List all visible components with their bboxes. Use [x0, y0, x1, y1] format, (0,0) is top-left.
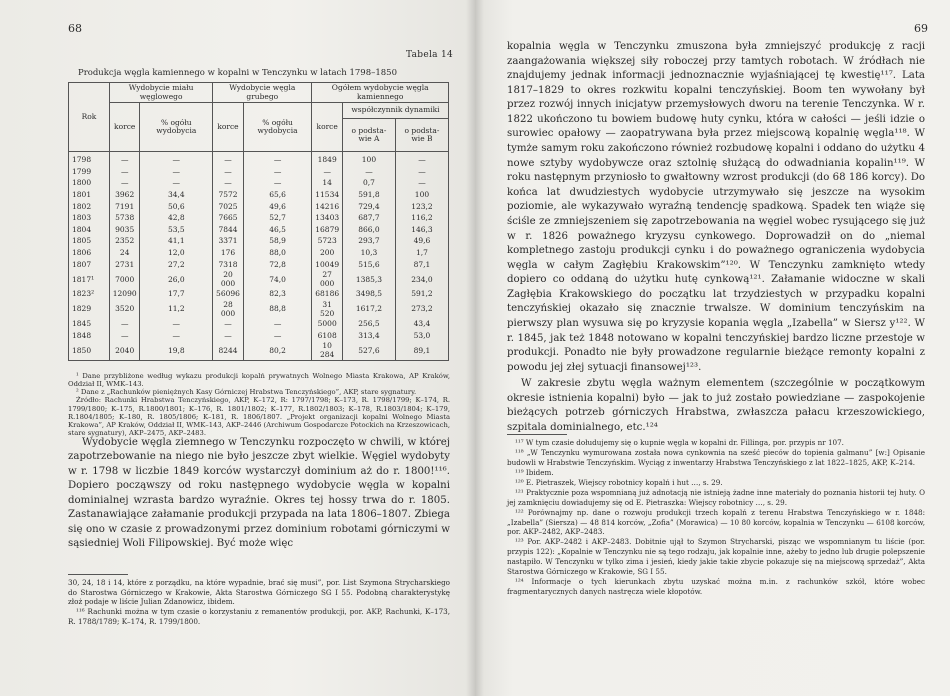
table-row [69, 301, 449, 319]
table-cell: — [243, 319, 312, 331]
table-cell: 82,3 [243, 289, 312, 301]
table-cell: 3962 [110, 190, 140, 202]
table-cell: 7844 [213, 224, 244, 236]
table-row [69, 236, 449, 248]
table-cell: — [342, 166, 395, 178]
table-cell: 7191 [110, 201, 140, 213]
table-source: Źródło: Rachunki Hrabstwa Tenczyńskiego, AKP, K–172, R: 1797/1798; K–173, R. 1798/1799; K–174, R. 1799/1800; K–175, R.1800/1801; K–176, R. 1801/1802; K–177, R.1802/1803; K–178, R.1803/1804; K–179, R.1804/1805; K–180, R. 1805/1806; K–181, R. 1806/1807. „Projekt organizacji kopalni Wolnego Miasta Krakowa”, AP Kraków, Oddział II, WMK–143, AKP–2446 (Archiwum Gospodarcze Potockich na Krzeszowicach, stare sygnatury), AKP–2475, AKP–2483. [68, 396, 450, 438]
footnote: ¹²⁴ Informacje o tych kierunkach zbytu uzyskać można m.in. z rachunków szkół, które wobec fragmentarycznych danych nastręcza wiele kłopotów. [507, 577, 925, 597]
table-row [69, 224, 449, 236]
table-cell: 42,8 [140, 213, 213, 225]
year-cell: 1817¹ [69, 271, 110, 289]
year-cell: 1848 [69, 330, 110, 342]
table-row [69, 166, 449, 178]
table-cell: — [243, 166, 312, 178]
table-cell: 234,0 [395, 271, 448, 289]
table-row [69, 178, 449, 190]
table-cell: 591,8 [342, 190, 395, 202]
table-cell: 1385,3 [342, 271, 395, 289]
table-row [69, 330, 449, 342]
table-cell: 28 000 [213, 301, 244, 319]
paragraph: Wydobycie węgla ziemnego w Tenczynku rozpoczęto w chwili, w której zapotrzebowanie na niego nie było jeszcze zbyt wielkie. Węgiel wydobyty w r. 1798 w liczbie 1849 korców wystarczył dominium aż do r. 1800!¹¹⁶. Dopiero począwszy od roku następnego wydobycie węgla w kopalni dominialnej wzrasta bardzo wyraźnie. Okres tej hossy trwa do r. 1805. Zastanawiające załamanie produkcji przypada na lata 1806–1807. Zbiega się ono w czasie z prowadzonymi przez dominium robotami górniczymi w sąsiedniej Woli Filipowskiej. Być może więc [68, 437, 450, 550]
table-cell: 7318 [213, 259, 244, 271]
table-cell: 50,6 [140, 201, 213, 213]
table-cell: 7665 [213, 213, 244, 225]
table-cell: 49,6 [395, 236, 448, 248]
table-cell: 52,7 [243, 213, 312, 225]
footnote: ¹¹⁷ W tym czasie dołudujemy się o kupnie węgla w kopalni dr. Fillinga, por. przypis nr 107. [515, 438, 844, 447]
table-cell: 313,4 [342, 330, 395, 342]
header-podstawa-b: o podsta-wie B [395, 119, 448, 152]
table-cell: 80,2 [243, 342, 312, 361]
table-row [69, 271, 449, 289]
year-cell: 1803 [69, 213, 110, 225]
table-cell: — [213, 330, 244, 342]
table-cell: — [110, 166, 140, 178]
header-rok: Rok [69, 83, 110, 152]
table-cell: — [243, 330, 312, 342]
body-text [507, 40, 925, 436]
table-title: Produkcja węgla kamiennego w kopalni w Tenczynku w latach 1798–1850 [77, 68, 398, 78]
table-cell: 1849 [312, 152, 343, 167]
year-cell: 1823² [69, 289, 110, 301]
table-cell: 527,6 [342, 342, 395, 361]
table-cell: 19,8 [140, 342, 213, 361]
footnotes [68, 574, 450, 627]
table-cell: 10 284 [312, 342, 343, 361]
table-cell: 1617,2 [342, 301, 395, 319]
table-row [69, 259, 449, 271]
table-cell: — [140, 178, 213, 190]
table-cell: 3498,5 [342, 289, 395, 301]
paragraph: kopalnia węgla w Tenczynku zmuszona była zmniejszyć produkcję z racji zaangażowania większej siły roboczej przy tamtych robotach. W źródłach nie znajdujemy jednak informacji jednoznacznie wyjaśniającej tę kwestię¹¹⁷. Lata 1817–1829 to okres rozkwitu kopalni tenczyńskiej. Boom ten wywołany był przez rozwój innych inicjatyw przemysłowych dworu na terenie Tenczynka. W r. 1822 ukończono tu bowiem budowę huty cynku, która w całości — jeśli idzie o surowiec opałowy — zaopatrywana była przez miejscową kopalnię węgla¹¹⁸. W tymże samym roku zakończono również rozbudowę kopalni i oddano do użytku 4 nowe sztyby wydobywcze oraz sztolnię służącą do odwadniania kopalin¹¹⁹. W roku następnym przyniosło to gwałtowny wzrost produkcji (do 68 186 korcy). Do końca lat dwudziestych wydobycie utrzymywało się jeszcze na wysokim poziomie, ale wykazywało wyraźną tendencję spadkową. Spadek ten wiąże się ściśle ze zmniejszeniem się zapotrzebowania na węgiel wobec rysującego się już w r. 1826 poważnego kryzysu cynkowego. Doprowadził on do „niemal kompletnego zastoju produkcji cynku i do poważnego ograniczenia wydobycia węgla w całym Zagłębiu Krakowskim”¹²⁰. W Tenczynku zamknięto wtedy dopiero co oddaną do użytku hutę cynkową¹²¹. Załamanie widoczne w skali Zagłębia Krakowskiego do początku lat trzydziestych w przypadku kopalni tenczyńskiej okazało się znacznie trwalsze. W dominium tenczyńskim na pierwszy plan wysuwa się po kryzysie kopania węgla „Izabella” w Siersz y¹²². W r. 1845, jak też 1848 notowano w kopalni tenczyńskiej bardzo liczne przestoje w produkcji. Ponadto nie były prowadzone regularnie bieżące remonty kopalni z powodu jej złej sytuacji finansowej¹²³. [507, 41, 925, 373]
table-cell: 11,2 [140, 301, 213, 319]
table-cell: 200 [312, 248, 343, 260]
table-cell: — [110, 319, 140, 331]
table-cell: 41,1 [140, 236, 213, 248]
table-row [69, 319, 449, 331]
table-cell: 7572 [213, 190, 244, 202]
table-cell: 43,4 [395, 319, 448, 331]
table-cell: 17,7 [140, 289, 213, 301]
table-cell: — [312, 166, 343, 178]
table-cell: 31 520 [312, 301, 343, 319]
table-cell: — [140, 330, 213, 342]
table-cell: 3371 [213, 236, 244, 248]
footnote-separator [68, 574, 128, 575]
footnote: ¹²³ Por. AKP–2482 i AKP–2483. Dobitnie ujął to Szymon Strycharski, pisząc we wspomnianym tu liście (por. przypis 122): „Kopalnie w Tenczynku nie są tego rodzaju, jak kopalnie inne, ażeby to jedno lub drugie polepszenie nastąpiło. W Tenczynku w tylko zima i jesień, kiedy jakie takie zbycie pokazuje się na miejscową sprzedaż”, Akta Starostwa Górniczego w Krakowie, SG I 55. [507, 537, 925, 577]
year-cell: 1807 [69, 259, 110, 271]
table-cell: 16879 [312, 224, 343, 236]
table-row [69, 190, 449, 202]
table-cell: — [213, 152, 244, 167]
table-row [69, 213, 449, 225]
year-cell: 1850 [69, 342, 110, 361]
table-cell: 7025 [213, 201, 244, 213]
header-wspolczynnik: współczynnik dynamiki [342, 103, 448, 119]
table-row [69, 201, 449, 213]
table-note: ¹ Dane przybliżone według wykazu produkcji kopalń prywatnych Wolnego Miasta Krakowa, AP Kraków, Oddział II, WMK–143. [68, 372, 450, 389]
table-cell: 58,9 [243, 236, 312, 248]
book-gutter [466, 0, 484, 696]
table-row [69, 289, 449, 301]
table-cell: 53,5 [140, 224, 213, 236]
table-cell: 0,7 [342, 178, 395, 190]
table-cell: 2731 [110, 259, 140, 271]
table-cell: — [243, 178, 312, 190]
table-cell: 65,6 [243, 190, 312, 202]
table-cell: 14 [312, 178, 343, 190]
year-cell: 1805 [69, 236, 110, 248]
table-cell: 26,0 [140, 271, 213, 289]
table-cell: — [213, 178, 244, 190]
year-cell: 1802 [69, 201, 110, 213]
table-cell: — [395, 178, 448, 190]
table-cell: 89,1 [395, 342, 448, 361]
footnote: ¹²¹ Praktycznie poza wspomnianą już adnotacją nie istnieją żadne inne materiały do poznania historii tej huty. O jej zamknięciu dowiadujemy się od E. Pietraszka: Wiejscy robotnicy …, s. 29. [507, 487, 925, 507]
year-cell: 1804 [69, 224, 110, 236]
right-page [475, 0, 950, 696]
table-cell: 273,2 [395, 301, 448, 319]
table-cell: — [140, 152, 213, 167]
footnote: ¹¹⁹ Ibidem. [515, 467, 554, 477]
table-cell: 27 000 [312, 271, 343, 289]
table-cell: 12,0 [140, 248, 213, 260]
table-cell: 8244 [213, 342, 244, 361]
table-cell: 68186 [312, 289, 343, 301]
table-cell: 88,8 [243, 301, 312, 319]
footnote-separator [507, 434, 567, 435]
table-cell: 56096 [213, 289, 244, 301]
header-korce: korce [213, 103, 244, 152]
table-cell: 9035 [110, 224, 140, 236]
table-row [69, 152, 449, 167]
table-notes [68, 372, 450, 437]
table-cell: 293,7 [342, 236, 395, 248]
table-cell: — [213, 166, 244, 178]
year-cell: 1800 [69, 178, 110, 190]
table-cell: 256,5 [342, 319, 395, 331]
header-mial: Wydobycie miału węglowego [110, 83, 213, 103]
table-cell: 49,6 [243, 201, 312, 213]
year-cell: 1798 [69, 152, 110, 167]
table-cell: 591,2 [395, 289, 448, 301]
table-cell: 14216 [312, 201, 343, 213]
paragraph: W zakresie zbytu węgla ważnym elementem (szczególnie w początkowym okresie istnienia kopalni) było — jak to już zostało powiedziane — zaspokojenie bieżących potrzeb górniczych Hrabstwa, zwłaszcza pałacu krzeszowickiego, szpitala dominialnego, etc.¹²⁴ [507, 378, 925, 434]
table-cell: 12090 [110, 289, 140, 301]
table-cell: 5738 [110, 213, 140, 225]
table-body [69, 152, 449, 361]
table-cell: — [140, 166, 213, 178]
table-cell: 88,0 [243, 248, 312, 260]
footnote: ¹¹⁸ „W Tenczynku wymurowana została nowa cynkownia na sześć pieców do topienia galmanu” [w:] Opisanie budowli w Hrabstwie Tenczyńskim. Wyciąg z inwentarzy Hrabstwa Tenczyńskiego z lat 1822–1825, AKP, K–214. [507, 447, 925, 467]
header-grubego: Wydobycie węgla grubego [213, 83, 312, 103]
table-cell: 1,7 [395, 248, 448, 260]
table-cell: 515,6 [342, 259, 395, 271]
year-cell: 1845 [69, 319, 110, 331]
footnote: 30, 24, 18 i 14, które z porządku, na które wypadnie, brać się musi”, por. List Szymona Strycharskiego do Starostwa Górniczego w Krakowie, Akta Starostwa Górniczego SG I 55. Podobną charakterystykę złoż podaje w liście Julian Zdanowicz, ibidem. [68, 578, 450, 607]
footnotes [507, 434, 925, 597]
table-cell: 116,2 [395, 213, 448, 225]
footnote: ¹²² Porównajmy np. dane o rozwoju produkcji trzech kopalń z terenu Hrabstwa Tenczyńskiego w r. 1848: „Izabella” (Siersza) — 48 814 korców, „Zofia” (Morawica) — 10 80 korców, kopalnia w Tenczynku — 6108 korców, por. AKP–2482, AKP–2483. [507, 507, 925, 537]
table-row [69, 248, 449, 260]
header-korce: korce [312, 103, 343, 152]
footnote: ¹¹⁶ Rachunki można w tym czasie o korzystaniu z remanentów produkcji, por. AKP, Rachunki, K–173, R. 1788/1789; K–174, R. 1799/1800. [68, 607, 450, 626]
header-podstawa-a: o podsta-wie A [342, 119, 395, 152]
table-cell: 100 [395, 190, 448, 202]
table-cell: 10049 [312, 259, 343, 271]
table-cell: — [395, 166, 448, 178]
header-ogolem: Ogółem wydobycie węgla kamiennego [312, 83, 449, 103]
table-cell: 7000 [110, 271, 140, 289]
table-cell: 27,2 [140, 259, 213, 271]
table-cell: 34,4 [140, 190, 213, 202]
body-text [68, 436, 450, 552]
table-cell: — [110, 330, 140, 342]
page-number: 68 [68, 22, 82, 35]
year-cell: 1801 [69, 190, 110, 202]
table-cell: 24 [110, 248, 140, 260]
header-pct: % ogółu wydobycia [243, 103, 312, 152]
table-cell: — [110, 178, 140, 190]
table-cell: — [110, 152, 140, 167]
table-cell: 11534 [312, 190, 343, 202]
table-cell: 10,3 [342, 248, 395, 260]
table-cell: 100 [342, 152, 395, 167]
table-cell: 74,0 [243, 271, 312, 289]
table-cell: — [395, 152, 448, 167]
table-cell: 2352 [110, 236, 140, 248]
year-cell: 1806 [69, 248, 110, 260]
table-cell: 6108 [312, 330, 343, 342]
table-cell: 46,5 [243, 224, 312, 236]
table-cell: — [243, 152, 312, 167]
table-tag: Tabela 14 [405, 50, 453, 60]
table-cell: 687,7 [342, 213, 395, 225]
table-cell: 5000 [312, 319, 343, 331]
table-cell: 5723 [312, 236, 343, 248]
table-cell: 3520 [110, 301, 140, 319]
table-cell: 123,2 [395, 201, 448, 213]
table-cell: — [213, 319, 244, 331]
table-cell: 53,0 [395, 330, 448, 342]
year-cell: 1829 [69, 301, 110, 319]
table-cell: 72,8 [243, 259, 312, 271]
table-row [69, 342, 449, 361]
table-cell: 146,3 [395, 224, 448, 236]
header-korce: korce [110, 103, 140, 152]
header-pct: % ogółu wydobycia [140, 103, 213, 152]
table-cell: 87,1 [395, 259, 448, 271]
year-cell: 1799 [69, 166, 110, 178]
table-cell: 729,4 [342, 201, 395, 213]
table-cell: 13403 [312, 213, 343, 225]
page-number: 69 [914, 22, 928, 35]
footnote: ¹²⁰ E. Pietraszek, Wiejscy robotnicy kopalń i hut …, s. 29. [515, 477, 723, 487]
production-table [68, 82, 449, 361]
table-cell: 866,0 [342, 224, 395, 236]
table-cell: 2040 [110, 342, 140, 361]
table-cell: 20 000 [213, 271, 244, 289]
table-cell: — [140, 319, 213, 331]
table-cell: 176 [213, 248, 244, 260]
table-note: ² Dane z „Rachunków pieniężnych Kasy Górniczej Hrabstwa Tenczyńskiego”, AKP, stare sygnatury. [76, 388, 417, 397]
